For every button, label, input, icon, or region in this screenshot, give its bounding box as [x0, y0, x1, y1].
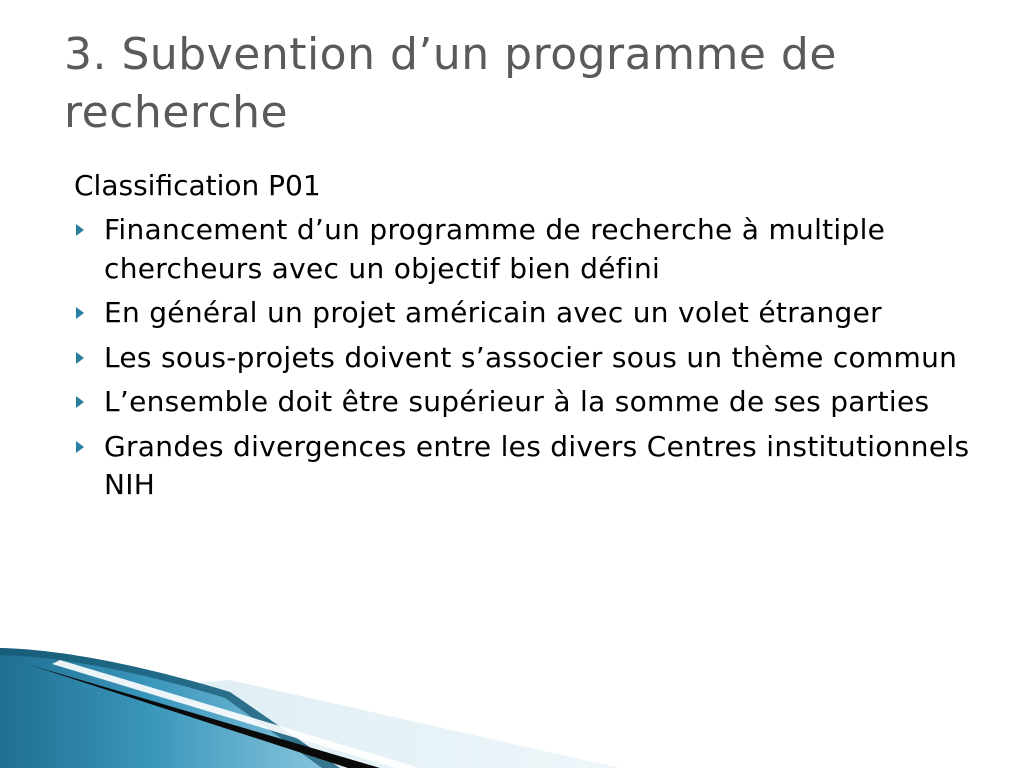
bullet-item [74, 339, 984, 378]
slide-title: 3. Subvention d’un programme de recherche [64, 29, 837, 138]
bullet-item [74, 294, 984, 333]
bullet-item [74, 383, 984, 422]
bullet-text: Financement d’un programme de recherche à multiple chercheurs avec un objectif bien défini [104, 213, 886, 285]
triangle-right-icon [76, 224, 84, 236]
triangle-right-icon [76, 441, 84, 453]
triangle-right-icon [76, 396, 84, 408]
bullet-item [74, 428, 984, 505]
triangle-right-icon [76, 352, 84, 364]
bullet-text: Les sous-projets doivent s’associer sous un thème commun [104, 340, 958, 374]
triangle-right-icon [76, 307, 84, 319]
bullet-list [74, 211, 984, 511]
bullet-text: En général un projet américain avec un volet étranger [104, 296, 882, 329]
bullet-text: Grandes divergences entre les divers Centres institutionnels NIH [104, 429, 970, 501]
slide-subtitle: Classification P01 [74, 169, 321, 202]
bullet-text: L’ensemble doit être supérieur à la somme de ses parties [104, 385, 930, 418]
bullet-item [74, 211, 984, 288]
